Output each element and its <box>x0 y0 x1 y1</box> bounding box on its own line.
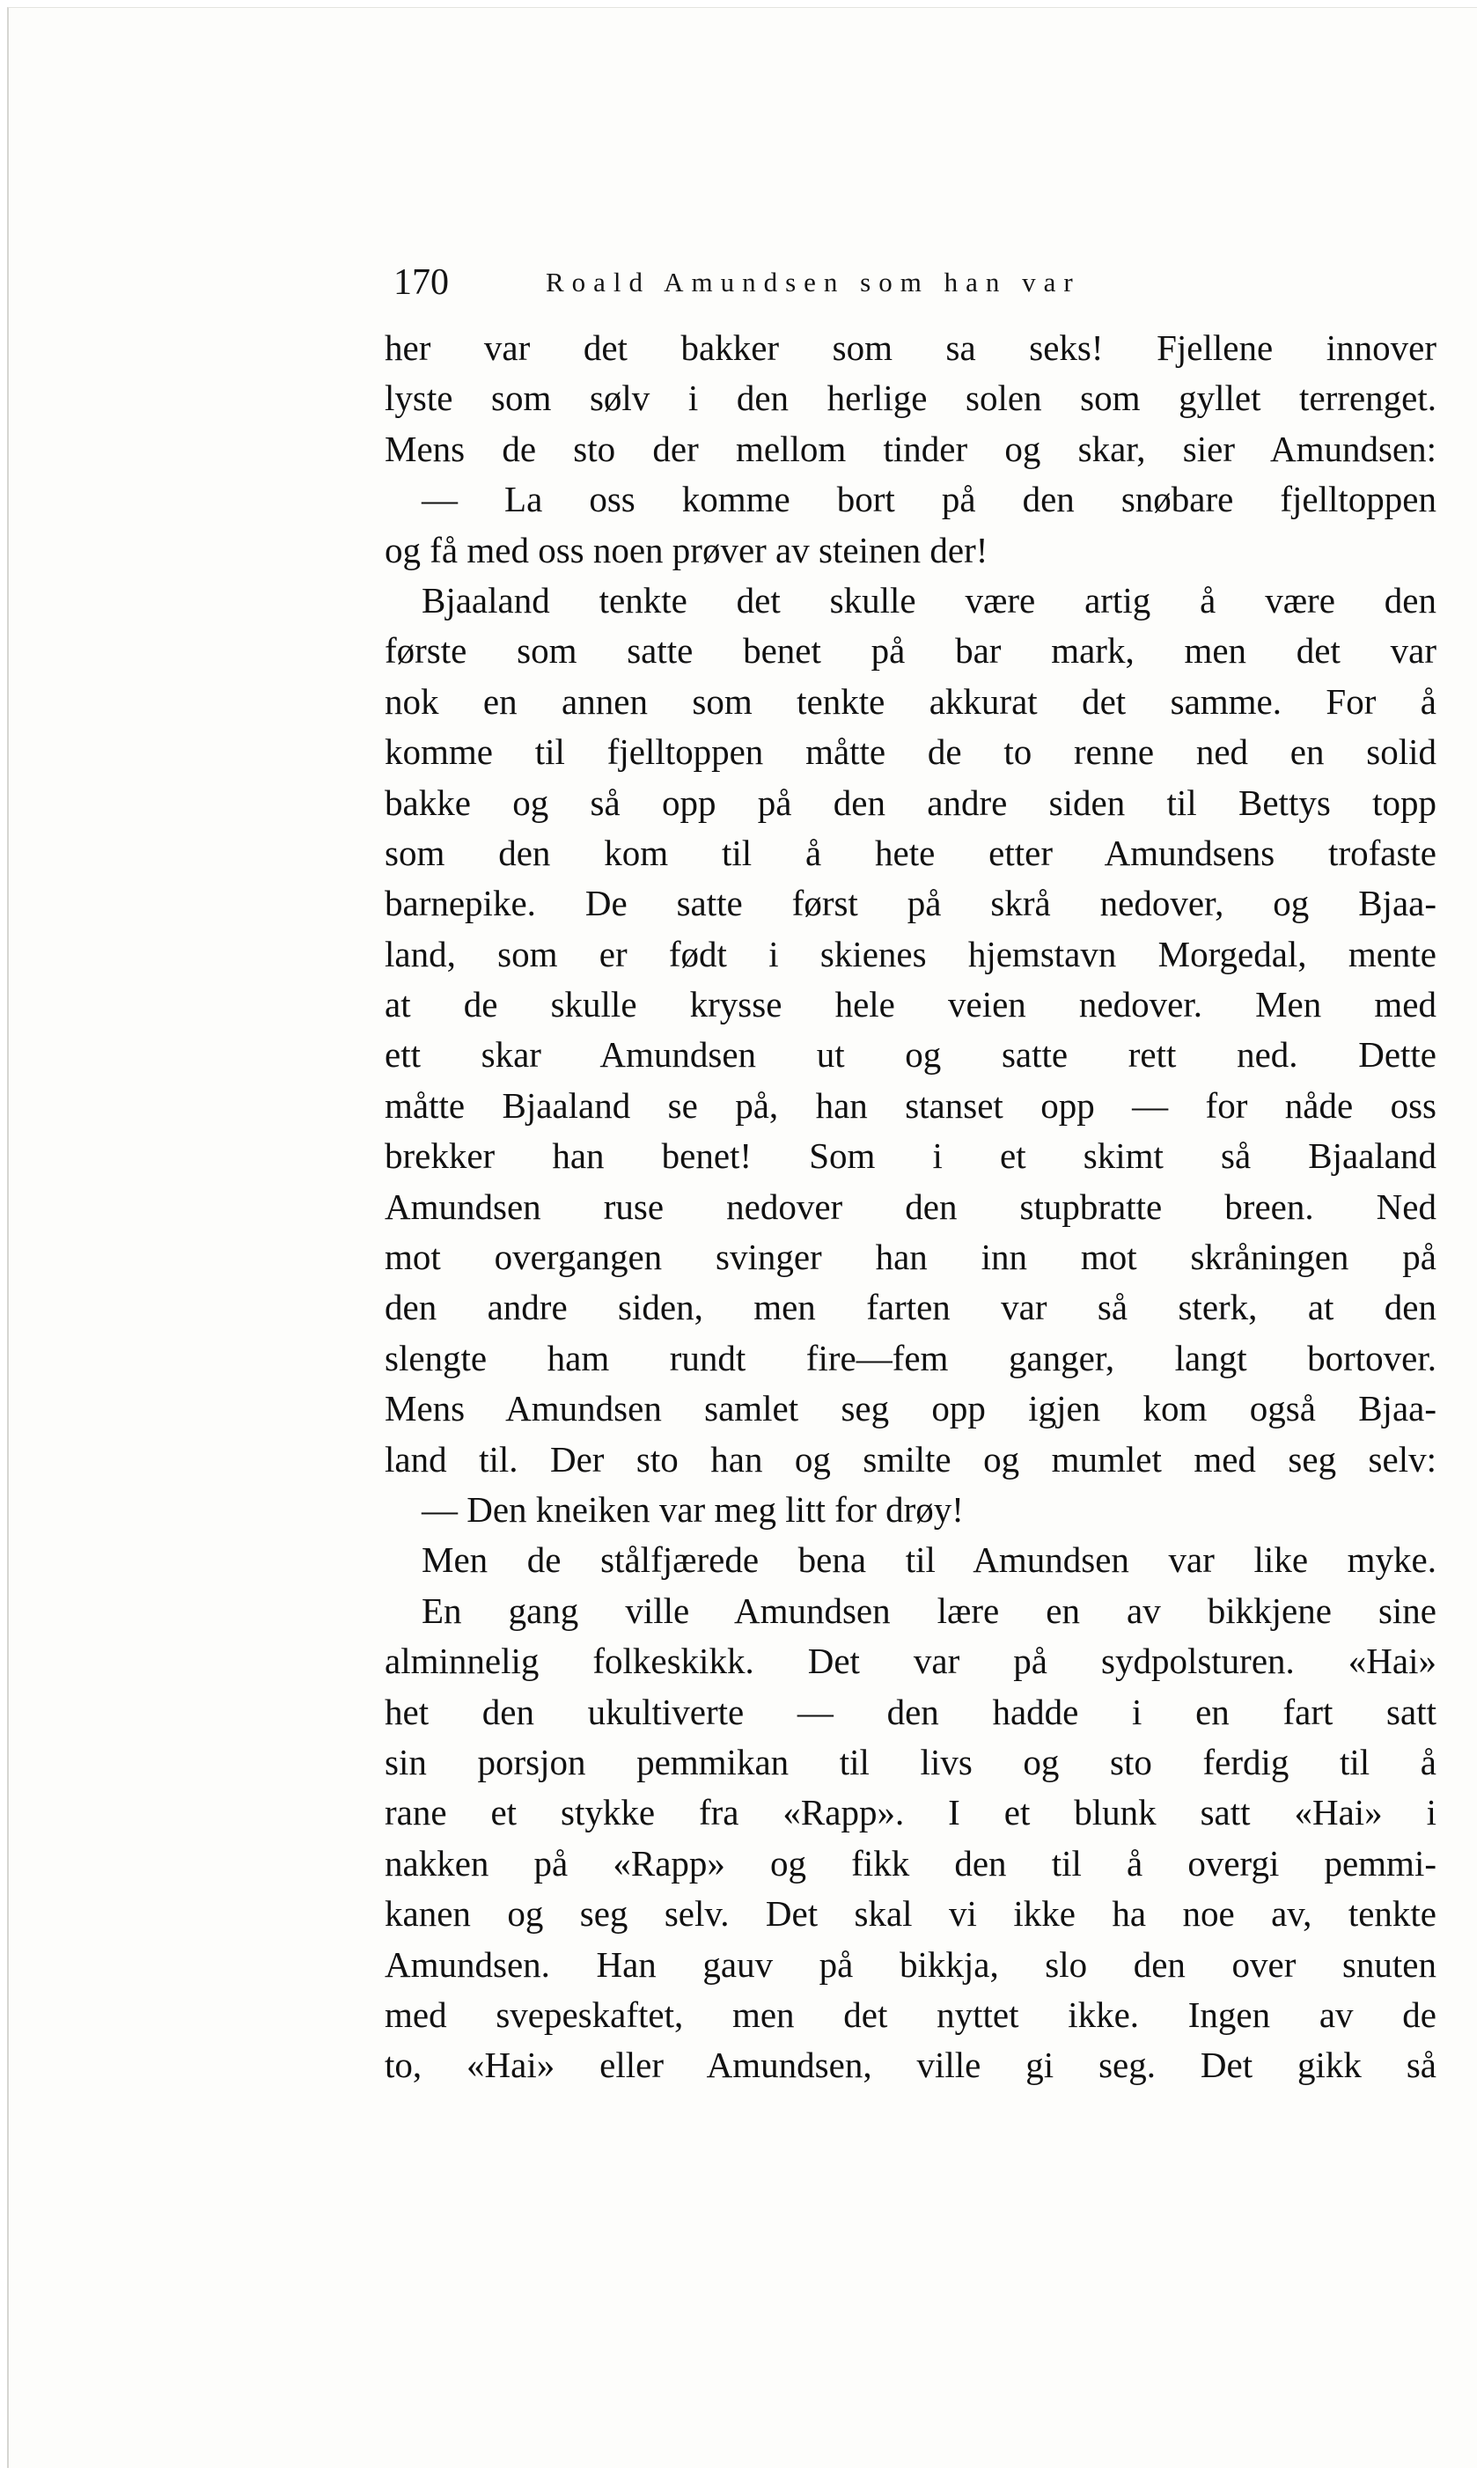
page-header <box>393 256 1445 309</box>
text-line: bakke og så opp på den andre siden til Bettys topp <box>385 782 1436 823</box>
text-line: barnepike. De satte først på skrå nedover, og Bjaa- <box>385 883 1436 924</box>
running-title: Roald Amundsen som han var <box>546 267 1081 297</box>
text-line: alminnelig folkeskikk. Det var på sydpolsturen. «Hai» <box>385 1641 1436 1682</box>
text-line: En gang ville Amundsen lære en av bikkjene sine <box>422 1590 1436 1631</box>
text-line: og få med oss noen prøver av steinen der! <box>385 529 988 570</box>
text-line: lyste som sølv i den herlige solen som gyllet terrenget. <box>385 378 1436 419</box>
text-line: het den ukultiverte — den hadde i en fart satt <box>385 1691 1436 1732</box>
text-line: komme til fjelltoppen måtte de to renne ned en solid <box>385 731 1436 773</box>
text-line: Amundsen ruse nedover den stupbratte breen. Ned <box>385 1186 1436 1227</box>
text-line: Men de stålfjærede bena til Amundsen var like myke. <box>422 1539 1436 1581</box>
text-line: som den kom til å hete etter Amundsens trofaste <box>385 832 1436 873</box>
text-line: ett skar Amundsen ut og satte rett ned. Dette <box>385 1034 1436 1076</box>
body-text <box>385 323 1436 2091</box>
text-line: første som satte benet på bar mark, men det var <box>385 630 1436 672</box>
text-line: den andre siden, men farten var så sterk, at den <box>385 1287 1436 1328</box>
text-line: land til. Der sto han og smilte og mumlet med seg selv: <box>385 1438 1436 1480</box>
text-line: nok en annen som tenkte akkurat det samme. For å <box>385 680 1436 722</box>
page-number: 170 <box>393 262 449 303</box>
text-line: to, «Hai» eller Amundsen, ville gi seg. Det gikk så <box>385 2045 1436 2086</box>
text-line: — Den kneiken var meg litt for drøy! <box>422 1488 964 1530</box>
text-line: her var det bakker som sa seks! Fjellene innover <box>385 327 1436 368</box>
text-line: at de skulle krysse hele veien nedover. Men med <box>385 984 1436 1025</box>
text-line: nakken på «Rapp» og fikk den til å overgi pemmi- <box>385 1842 1436 1884</box>
text-line: rane et stykke fra «Rapp». I et blunk satt «Hai» i <box>385 1792 1436 1833</box>
text-line: slengte ham rundt fire—fem ganger, langt bortover. <box>385 1337 1436 1378</box>
text-line: Amundsen. Han gauv på bikkja, slo den over snuten <box>385 1943 1436 1985</box>
text-line: med svepeskaftet, men det nyttet ikke. Ingen av de <box>385 1994 1436 2035</box>
text-line: Mens Amundsen samlet seg opp igjen kom også Bjaa- <box>385 1388 1436 1429</box>
text-line: brekker han benet! Som i et skimt så Bjaaland <box>385 1135 1436 1177</box>
text-line: Bjaaland tenkte det skulle være artig å være den <box>422 579 1436 621</box>
text-line: måtte Bjaaland se på, han stanset opp — for nåde oss <box>385 1084 1436 1126</box>
text-line: kanen og seg selv. Det skal vi ikke ha noe av, tenkte <box>385 1893 1436 1935</box>
text-line: Mens de sto der mellom tinder og skar, sier Amundsen: <box>385 428 1436 469</box>
text-line: — La oss komme bort på den snøbare fjelltoppen <box>422 479 1436 520</box>
text-line: sin porsjon pemmikan til livs og sto ferdig til å <box>385 1741 1436 1782</box>
text-line: land, som er født i skienes hjemstavn Morgedal, mente <box>385 933 1436 974</box>
text-line: mot overgangen svinger han inn mot skråningen på <box>385 1237 1436 1278</box>
